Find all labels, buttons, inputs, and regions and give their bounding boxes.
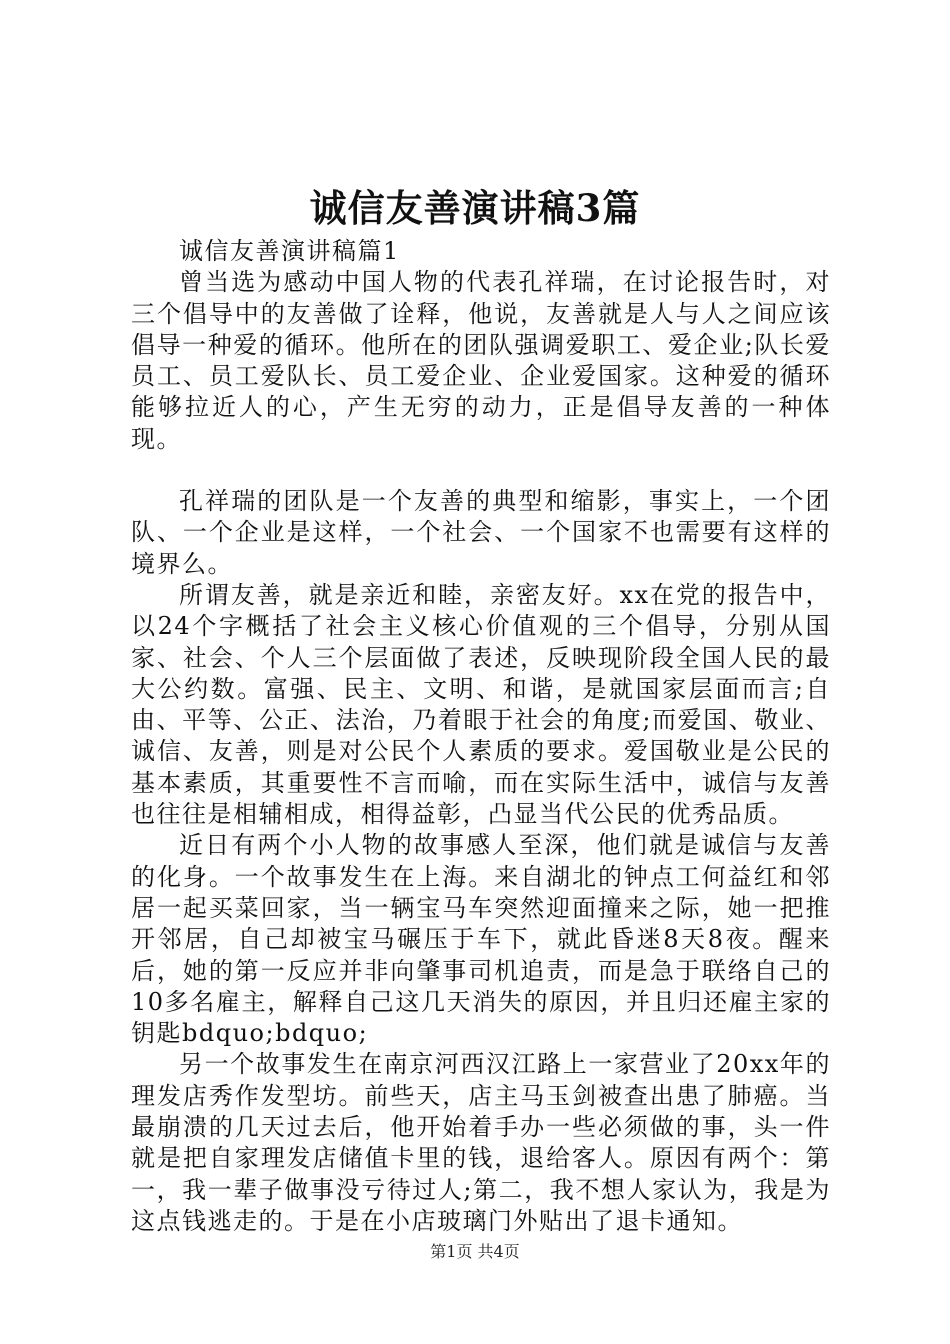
paragraph: 另一个故事发生在南京河西汉江路上一家营业了20xx年的理发店秀作发型坊。前些天，店主马玉剑被查出患了肺癌。当最崩溃的几天过去后，他开始着手办一些必须做的事，头一件就是把自家理发店储值卡里的钱，退给客人。原因有两个：第一，我一辈子做事没亏待过人;第二，我不想人家认为，我是为这点钱逃走的。于是在小店玻璃门外贴出了退卡通知。 bbox=[131, 1050, 831, 1235]
document-title: 诚信友善演讲稿3篇 bbox=[309, 186, 641, 230]
page-footer: 第1页 共4页 bbox=[430, 1242, 520, 1261]
paragraph: 孔祥瑞的团队是一个友善的典型和缩影，事实上，一个团队、一个企业是这样，一个社会、一个国家不也需要有这样的境界么。 bbox=[131, 487, 831, 578]
document-body bbox=[131, 236, 831, 1237]
paragraph: 所谓友善，就是亲近和睦，亲密友好。xx在党的报告中，以24个字概括了社会主义核心价值观的三个倡导，分别从国家、社会、个人三个层面做了表述，反映现阶段全国人民的最大公约数。富强、民主、文明、和谐，是就国家层面而言;自由、平等、公正、法治，乃着眼于社会的角度;而爱国、敬业、诚信、友善，则是对公民个人素质的要求。爱国敬业是公民的基本素质，其重要性不言而喻，而在实际生活中，诚信与友善也往往是相辅相成，相得益彰，凸显当代公民的优秀品质。 bbox=[131, 580, 831, 829]
paragraph: 近日有两个小人物的故事感人至深，他们就是诚信与友善的化身。一个故事发生在上海。来自湖北的钟点工何益红和邻居一起买菜回家，当一辆宝马车突然迎面撞来之际，她一把推开邻居，自己却被宝马碾压于车下，就此昏迷8天8夜。醒来后，她的第一反应并非向肇事司机追责，而是急于联络自己的10多名雇主，解释自己这几天消失的原因，并且归还雇主家的钥匙bdquo;bdquo; bbox=[131, 831, 831, 1048]
section-heading: 诚信友善演讲稿篇1 bbox=[179, 237, 400, 265]
paragraph: 曾当选为感动中国人物的代表孔祥瑞，在讨论报告时，对三个倡导中的友善做了诠释，他说，友善就是人与人之间应该倡导一种爱的循环。他所在的团队强调爱职工、爱企业;队长爱员工、员工爱队长、员工爱企业、企业爱国家。这种爱的循环能够拉近人的心，产生无穷的动力，正是倡导友善的一种体现。 bbox=[131, 268, 831, 453]
